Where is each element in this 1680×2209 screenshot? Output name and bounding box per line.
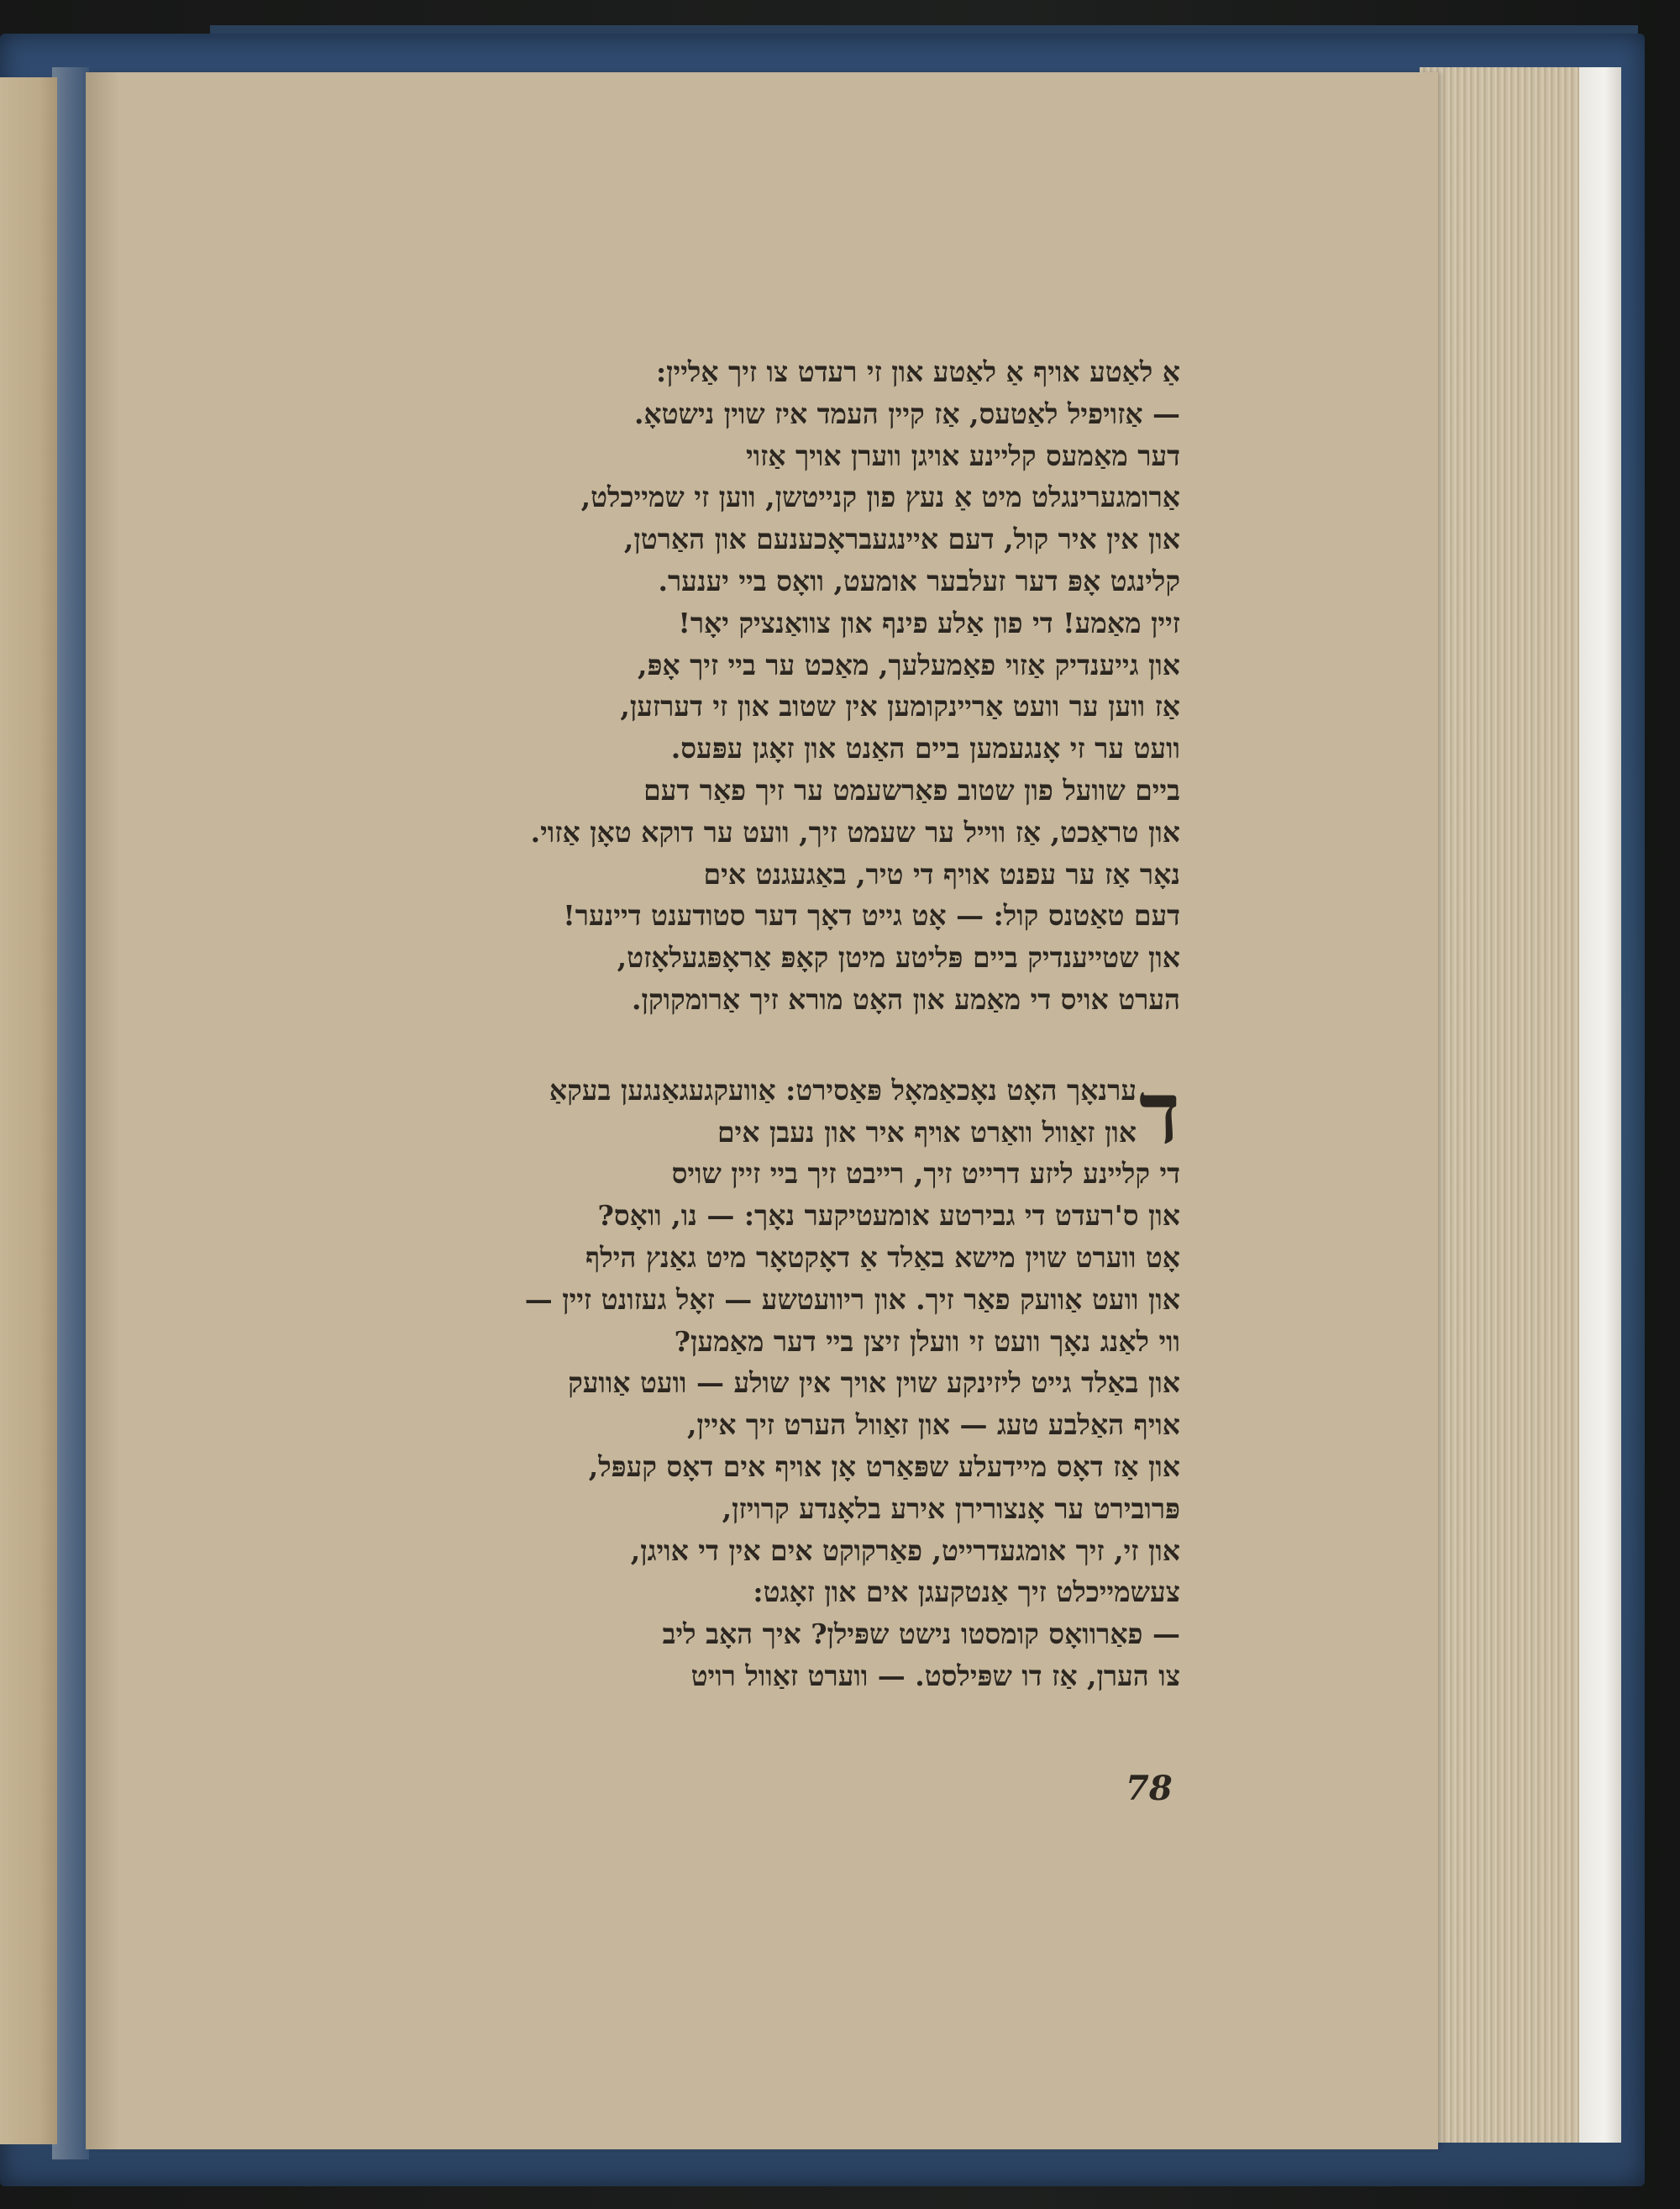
text-line: וועט ער זי אָנגעמען ביים האַנט און זאָגן עפּעס. — [670, 732, 1180, 765]
text-line: אַרומגערינגלט מיט אַ נעץ פון קנייטשן, ווען זי שמייכלט, — [580, 481, 1180, 514]
text-line: דער מאַמעס קליינע אויגן ווערן אויך אַזוי — [745, 439, 1180, 472]
text-line: קלינגט אָפּ דער זעלבער אומעט, וואָס ביי יענער. — [658, 564, 1180, 597]
text-line: צעשמייכלט זיך אַנטקעגן אים און זאָגט: — [753, 1575, 1180, 1609]
text-line: און אין איר קול, דעם איינגעבראָכענעם און האַרטן, — [623, 523, 1180, 556]
text-line: הערט אויס די מאַמע און האָט מורא זיך אַרומקוקן. — [632, 982, 1180, 1016]
text-line: אָט ווערט שוין מישא באַלד אַ דאָקטאָר מיט גאַנץ הילף — [585, 1240, 1180, 1274]
page-block-white-edge — [1579, 67, 1621, 2143]
text-line: ווי לאַנג נאָך וועט זי וועלן זיצן ביי דער מאַמען? — [674, 1324, 1180, 1358]
text-line: ערנאָך האָט נאָכאַמאָל פּאַסירט: אַוועקגעגאַנגען בעקאַ — [549, 1073, 1137, 1107]
book-gutter — [52, 67, 89, 2159]
text-line: נאָר אַז ער עפנט אויף די טיר, באַגעגנט אים — [703, 857, 1180, 891]
text-line: און גייענדיק אַזוי פאַמעלעך, מאַכט ער ביי זיך אָפּ, — [637, 648, 1180, 681]
text-line: דעם טאַטנס קול: — אָט גייט דאָך דער סטודענט דיינער! — [563, 899, 1180, 933]
text-line: און זאַוול וואַרט אויף איר און נעבן אים — [717, 1115, 1137, 1149]
page-text — [290, 351, 1180, 1697]
paragraph-gap — [290, 1021, 1180, 1070]
text-line: אויף האַלבע טעג — און זאַוול הערט זיך איין, — [687, 1408, 1180, 1442]
paragraph-2 — [290, 1062, 1180, 1697]
text-line: — אַזויפיל לאַטעס, אַז קיין העמד איז שוין נישטאָ. — [633, 397, 1180, 430]
text-line: און באַלד גייט ליזינקע שוין אויך אין שולע — וועט אַוועק — [568, 1366, 1180, 1400]
text-line: צו הערן, אַז דו שפּילסט. — ווערט זאַוול רויט — [690, 1659, 1180, 1692]
text-line: און וועט אַוועק פאַר זיך. און ריוועטשע — זאָל געזונט זיין — — [524, 1282, 1180, 1316]
text-line: אַ לאַטע אויף אַ לאַטע און זי רעדט צו זיך אַליין: — [655, 355, 1180, 388]
text-line: זיין מאַמע! די פון אַלע פינף און צוואַנציק יאָר! — [678, 606, 1180, 639]
page-spine-shadow — [86, 72, 119, 2149]
text-line: די קליינע ליזע דרייט זיך, רייבט זיך ביי זיין שויס — [671, 1157, 1180, 1191]
text-line: און זי, זיך אומגעדרייט, פאַרקוקט אים אין די אויגן, — [630, 1533, 1180, 1567]
text-line: און ס'רעדט די גבירטע אומעטיקער נאָך: — נו, וואָס? — [597, 1199, 1180, 1233]
text-line: — פאַרוואָס קומסטו נישט שפּילן? איך האָב ליב — [662, 1617, 1180, 1651]
text-line: און אַז דאָס מיידעלע שפּאַרט אָן אויף אים דאָס קעפּל, — [588, 1449, 1180, 1483]
text-line: פּרובירט ער אָנצורירן אירע בלאָנדע קרויזן, — [722, 1491, 1180, 1525]
page-number: 78 — [1126, 1769, 1173, 1808]
left-page-edge — [0, 77, 57, 2144]
text-line: אַז ווען ער וועט אַריינקומען אין שטוב און זי דערזען, — [620, 690, 1180, 723]
text-line: ביים שוועל פון שטוב פאַרשעמט ער זיך פאַר דעם — [643, 773, 1180, 807]
text-line: און שטייענדיק ביים פּליטע מיטן קאָפּ אַראָפּגעלאָזט, — [617, 941, 1180, 975]
paragraph-1 — [290, 351, 1180, 1021]
drop-cap-letter: ד — [1138, 1062, 1180, 1164]
text-line: און טראַכט, אַז ווייל ער שעמט זיך, וועט ער דוקא טאָן אַזוי. — [530, 815, 1180, 849]
